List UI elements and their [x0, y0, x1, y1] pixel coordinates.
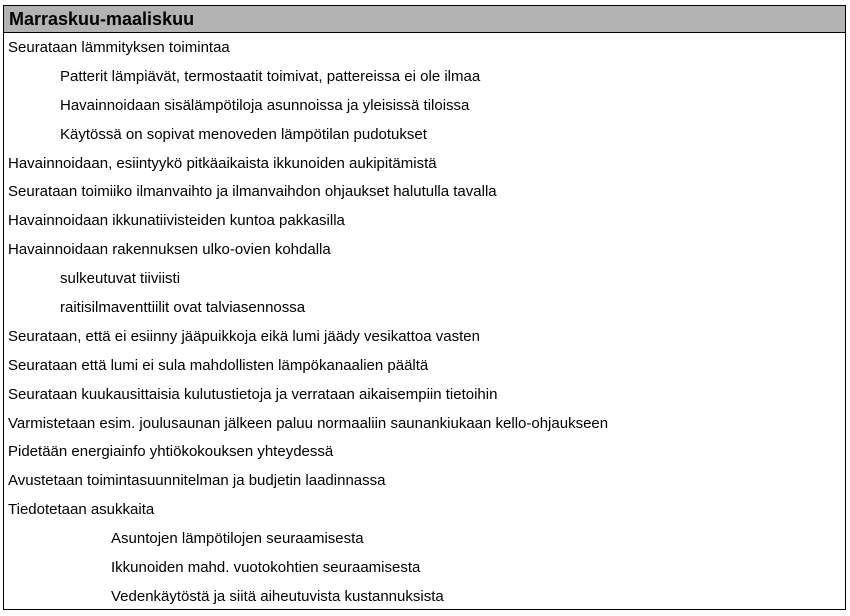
checklist-item: Patterit lämpiävät, termostaatit toimivat, pattereissa ei ole ilmaa [60, 67, 481, 85]
checklist-item: Avustetaan toimintasuunnitelman ja budjetin laadinnassa [8, 472, 386, 490]
checklist-item: Asuntojen lämpötilojen seuraamisesta [111, 530, 364, 548]
checklist-item: Ikkunoiden mahd. vuotokohtien seuraamisesta [111, 558, 421, 576]
checklist-item: Seurataan kuukausittaisia kulutustietoja ja verrataan aikaisempiin tietoihin [8, 385, 498, 403]
checklist-item: Tiedotetaan asukkaita [8, 501, 155, 519]
checklist-table [3, 5, 846, 610]
checklist-item: sulkeutuvat tiiviisti [60, 270, 181, 288]
checklist-item: Seurataan lämmityksen toimintaa [8, 38, 230, 56]
checklist-item: Havainnoidaan rakennuksen ulko-ovien kohdalla [8, 241, 331, 259]
checklist-item: Varmistetaan esim. joulusaunan jälkeen paluu normaaliin saunankiukaan kello-ohjaukseen [8, 414, 609, 432]
checklist-item: Vedenkäytöstä ja siitä aiheutuvista kustannuksista [111, 587, 444, 605]
checklist-item: Käytössä on sopivat menoveden lämpötilan pudotukset [60, 125, 427, 143]
checklist-item: raitisilmaventtiilit ovat talviasennossa [60, 298, 306, 316]
checklist-item: Havainnoidaan ikkunatiivisteiden kuntoa pakkasilla [8, 212, 345, 230]
checklist-item: Havainnoidaan sisälämpötiloja asunnoissa ja yleisissä tiloissa [60, 96, 470, 114]
checklist-item: Seurataan toimiiko ilmanvaihto ja ilmanvaihdon ohjaukset halutulla tavalla [8, 183, 497, 201]
checklist-item: Pidetään energiainfo yhtiökokouksen yhteydessä [8, 443, 334, 461]
checklist-items [4, 33, 845, 611]
table-title: Marraskuu-maaliskuu [4, 6, 845, 33]
checklist-item: Seurataan että lumi ei sula mahdollisten lämpökanaalien päältä [8, 356, 429, 374]
checklist-item: Havainnoidaan, esiintyykö pitkäaikaista ikkunoiden aukipitämistä [8, 154, 437, 172]
checklist-item: Seurataan, että ei esiinny jääpuikkoja eikä lumi jäädy vesikattoa vasten [8, 327, 480, 345]
